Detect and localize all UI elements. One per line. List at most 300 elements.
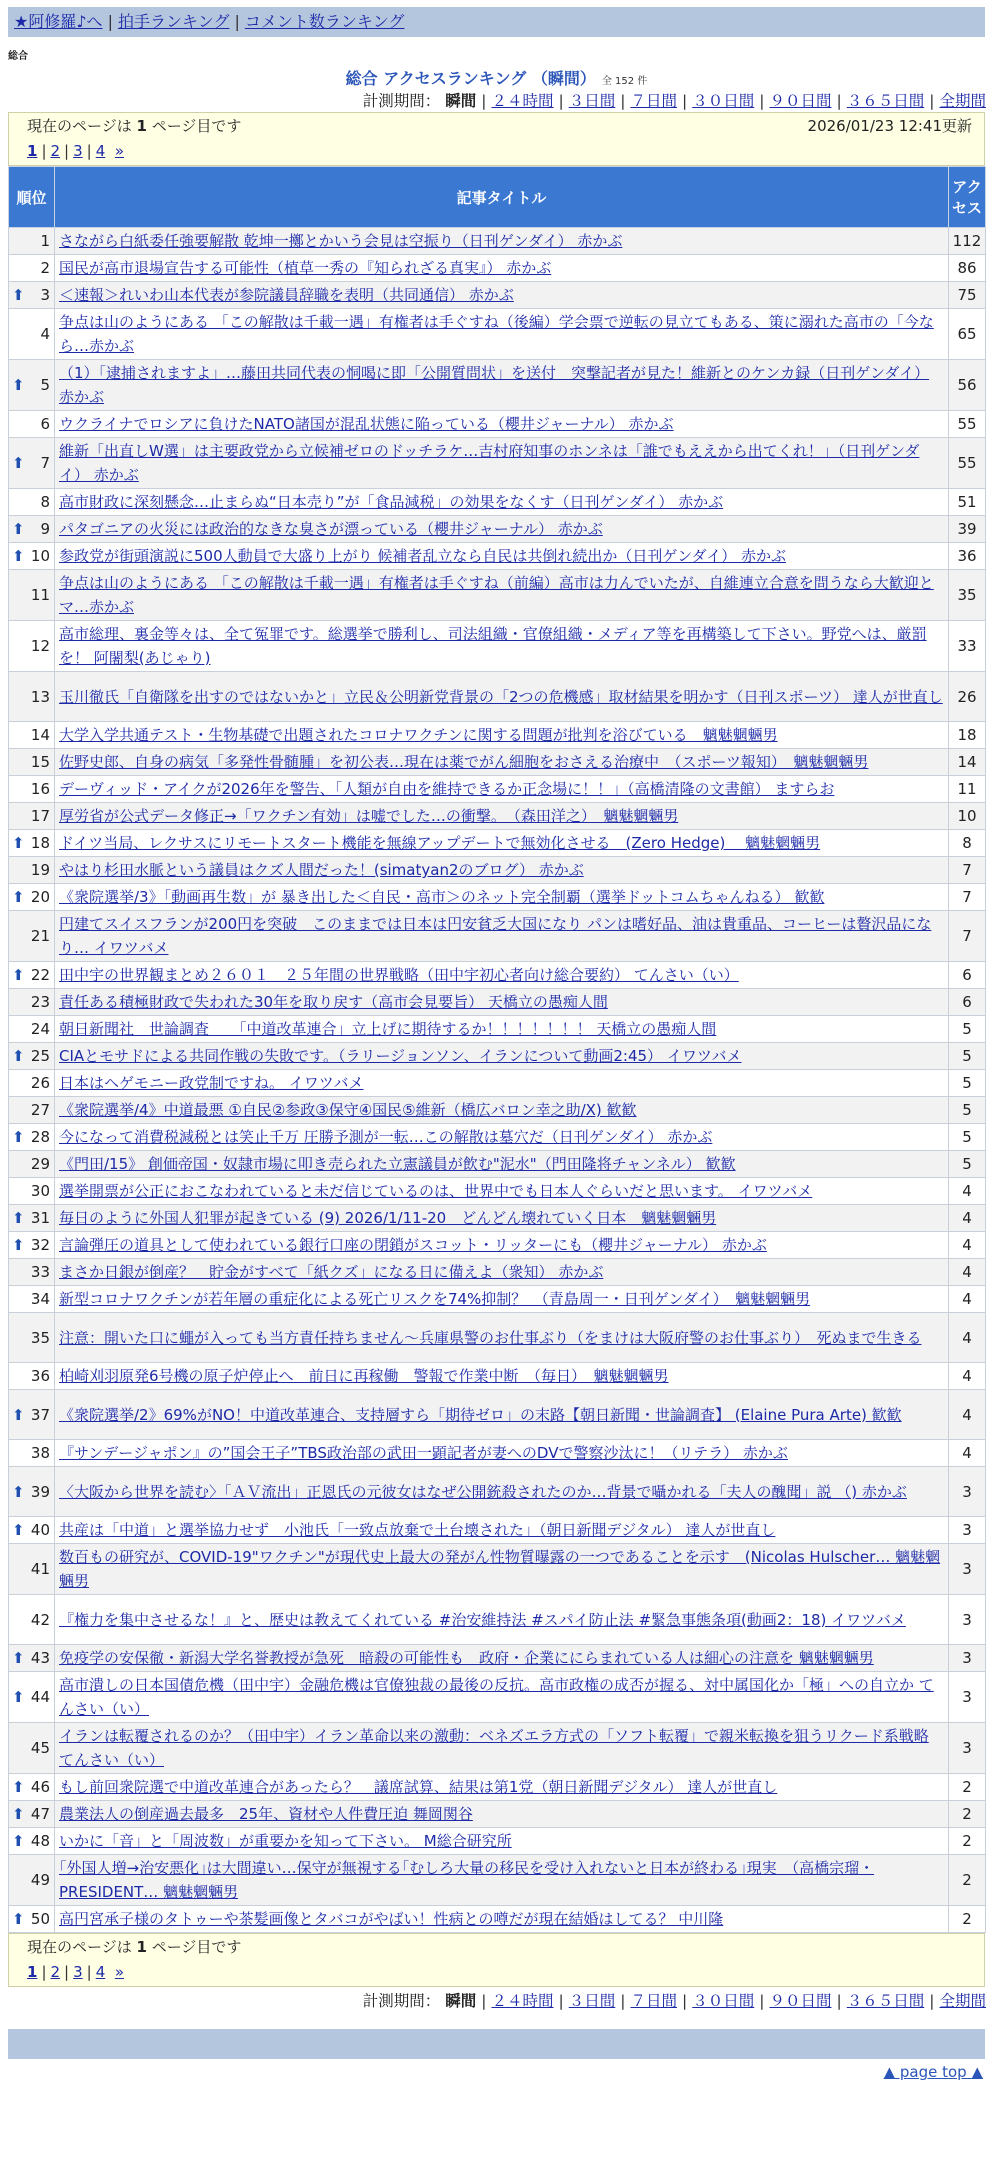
access-count: 55 xyxy=(949,411,986,438)
table-row xyxy=(9,776,986,803)
pager-current-page[interactable]: 1 xyxy=(27,1963,38,1981)
rank-number: 49 xyxy=(30,1871,50,1889)
rank-number: 1 xyxy=(40,232,50,250)
column-header-title: 記事タイトル xyxy=(55,167,949,228)
article-title-link[interactable]: 毎日のように外国人犯罪が起きている (9) 2026/1/11-20 どんどん壊れていく日本 魑魅魍魎男 xyxy=(59,1209,717,1227)
access-count: 10 xyxy=(949,803,986,830)
period-link-365d[interactable]: ３６５日間 xyxy=(846,1992,925,2010)
rank-number: 19 xyxy=(30,861,50,879)
rank-number: 45 xyxy=(30,1739,50,1757)
rank-number: 24 xyxy=(30,1020,50,1038)
rank-number: 43 xyxy=(30,1649,50,1667)
article-title-link[interactable]: 参政党が街頭演説に500人動員で大盛り上がり 候補者乱立なら自民は共倒れ続出か（日刊ゲンダイ） 赤かぶ xyxy=(59,547,786,565)
table-row xyxy=(9,1544,986,1595)
access-count: 14 xyxy=(949,749,986,776)
article-title-link[interactable]: 高円宮承子様のタトゥーや茶髪画像とタバコがやばい！性病との噂だが現在結婚はしてる？ 中川隆 xyxy=(59,1910,724,1928)
table-row xyxy=(9,1467,986,1517)
access-count: 35 xyxy=(949,570,986,621)
period-link-all[interactable]: 全期間 xyxy=(939,92,986,110)
table-row xyxy=(9,1232,986,1259)
title-cell xyxy=(55,543,949,570)
table-row xyxy=(9,1440,986,1467)
rank-cell xyxy=(9,1467,55,1517)
up-arrow-icon: ⬆ xyxy=(12,1521,25,1539)
rank-cell xyxy=(9,962,55,989)
rank-cell xyxy=(9,1645,55,1672)
up-arrow-icon: ⬆ xyxy=(12,1047,25,1065)
table-row xyxy=(9,360,986,411)
period-link-7d[interactable]: ７日間 xyxy=(630,1992,677,2010)
article-title-link[interactable]: 玉川徹氏「自衛隊を出すのではないかと」立民＆公明新党背景の「2つの危機感」取材結果を明かす（日刊スポーツ） 達人が世直し xyxy=(59,687,943,706)
access-count: 4 xyxy=(949,1259,986,1286)
top-nav-home-link[interactable]: ★阿修羅♪へ xyxy=(14,12,103,31)
rank-cell xyxy=(9,857,55,884)
period-link-30d[interactable]: ３０日間 xyxy=(692,1992,755,2010)
article-title-link[interactable]: 《衆院選挙/4》中道最悪 ①自民②参政③保守④国民⑤維新（橋広バロン幸之助/X) 歓歓 xyxy=(59,1101,637,1119)
period-selector-top: 計測期間： 瞬間 | ２４時間 | ３日間 | ７日間 | ３０日間 | ９０日間 | ３６５日間 | 全期間 xyxy=(362,92,986,110)
title-cell xyxy=(55,282,949,309)
access-count: 4 xyxy=(949,1205,986,1232)
rank-cell xyxy=(9,1440,55,1467)
title-cell xyxy=(55,1205,949,1232)
article-title-link[interactable]: 《衆院選挙/3》「動画再生数」が 暴き出した＜自民・高市＞のネット完全制覇（選挙ドットコムちゃんねる） 歓歓 xyxy=(59,888,825,906)
rank-cell xyxy=(9,1286,55,1313)
rank-cell xyxy=(9,255,55,282)
pager-next[interactable]: » xyxy=(114,1963,124,1981)
period-link-3d[interactable]: ３日間 xyxy=(568,92,616,110)
article-title-link[interactable]: さながら白紙委任強要解散 乾坤一擲とかいう会見は空振り（日刊ゲンダイ） 赤かぶ xyxy=(59,232,623,250)
title-cell xyxy=(55,1855,949,1906)
article-title-link[interactable]: 高市総理、裏金等々は、全て冤罪です。総選挙で勝利し、司法組織・官僚組織・メディア等を再構築して下さい。野党へは、厳罰を！ 阿闍梨(あじゃり) xyxy=(59,625,927,667)
pager-page-2[interactable]: 2 xyxy=(50,142,61,160)
article-title-link[interactable]: 厚労省が公式データ修正→「ワクチン有効」は嘘でした…の衝撃。 （森田洋之） 魑魅魍魎男 xyxy=(59,807,679,825)
table-row xyxy=(9,1828,986,1855)
ranking-heading xyxy=(0,68,993,90)
table-row xyxy=(9,989,986,1016)
access-count: 3 xyxy=(949,1645,986,1672)
title-cell xyxy=(55,309,949,360)
table-row xyxy=(9,749,986,776)
up-arrow-icon: ⬆ xyxy=(12,1778,25,1796)
title-cell xyxy=(55,1232,949,1259)
access-count: 4 xyxy=(949,1178,986,1205)
article-title-link[interactable]: 《衆院選挙/2》69%がNO！中道改革連合、支持層すら「期待ゼロ」の末路【朝日新聞・世論調査】 (Elaine Pura Arte) 歓歓 xyxy=(59,1405,902,1424)
table-row xyxy=(9,1723,986,1774)
title-cell xyxy=(55,1363,949,1390)
up-arrow-icon: ⬆ xyxy=(12,376,25,394)
title-cell xyxy=(55,830,949,857)
access-count: 6 xyxy=(949,962,986,989)
total-count: 全 152 件 xyxy=(601,76,648,87)
rank-number: 23 xyxy=(30,993,50,1011)
article-title-link[interactable]: 〈大阪から世界を読む〉「ＡＶ流出」正恩氏の元彼女はなぜ公開銃殺されたのか…背景で囁かれる「夫人の醜聞」説 （) 赤かぶ xyxy=(59,1482,907,1501)
pager-status: 現在のページは 1 ページ目です xyxy=(27,117,242,135)
rank-cell xyxy=(9,360,55,411)
table-row xyxy=(9,228,986,255)
title-cell xyxy=(55,570,949,621)
rank-number: 16 xyxy=(30,780,50,798)
rank-number: 29 xyxy=(30,1155,50,1173)
article-title-link[interactable]: CIAとモサドによる共同作戦の失敗です。（ラリージョンソン、イランについて動画2:45） イワツバメ xyxy=(59,1047,742,1065)
title-cell xyxy=(55,962,949,989)
article-title-link[interactable]: 責任ある積極財政で失われた30年を取り戻す（高市会見要旨） 天橋立の愚痴人間 xyxy=(59,993,608,1011)
rank-number: 15 xyxy=(30,753,50,771)
pager-page-4[interactable]: 4 xyxy=(95,1963,106,1981)
rank-number: 50 xyxy=(30,1910,50,1928)
title-cell xyxy=(55,1151,949,1178)
access-count: 7 xyxy=(949,884,986,911)
rank-number: 26 xyxy=(30,1074,50,1092)
period-link-90d[interactable]: ９０日間 xyxy=(769,1992,832,2010)
article-title-link[interactable]: 『権力を集中させるな！』と、歴史は教えてくれている #治安維持法 #スパイ防止法 #緊急事態条項(動画2：18) イワツバメ xyxy=(59,1610,906,1629)
article-title-link[interactable]: 今になって消費税減税とは笑止千万 圧勝予測が一転…この解散は墓穴だ（日刊ゲンダイ） 赤かぶ xyxy=(59,1128,713,1146)
rank-cell xyxy=(9,1178,55,1205)
top-nav-comment-ranking-link[interactable]: コメント数ランキング xyxy=(244,12,405,31)
table-row xyxy=(9,516,986,543)
rank-number: 5 xyxy=(40,376,50,394)
rank-cell xyxy=(9,1390,55,1440)
title-cell xyxy=(55,857,949,884)
article-title-link[interactable]: ドイツ当局、レクサスにリモートスタート機能を無線アップデートで無効化させる (Zero Hedge) 魑魅魍魎男 xyxy=(59,834,821,852)
title-cell xyxy=(55,722,949,749)
up-arrow-icon: ⬆ xyxy=(12,1832,25,1850)
table-row xyxy=(9,1259,986,1286)
table-row xyxy=(9,722,986,749)
access-count: 4 xyxy=(949,1313,986,1363)
access-count: 112 xyxy=(949,228,986,255)
rank-cell xyxy=(9,1672,55,1723)
up-arrow-icon: ⬆ xyxy=(12,1482,25,1501)
access-count: 4 xyxy=(949,1440,986,1467)
title-cell xyxy=(55,1828,949,1855)
page-top-link[interactable]: ▲ page top ▲ xyxy=(883,2063,983,2081)
rank-number: 10 xyxy=(30,547,50,565)
period-label: 計測期間： xyxy=(362,1992,441,2010)
up-arrow-icon: ⬆ xyxy=(12,1128,25,1146)
rank-cell xyxy=(9,672,55,722)
title-cell xyxy=(55,803,949,830)
article-title-link[interactable]: 新型コロナワクチンが若年層の重症化による死亡リスクを74%抑制？ （青島周一・日刊ゲンダイ） 魑魅魍魎男 xyxy=(59,1290,811,1308)
up-arrow-icon: ⬆ xyxy=(12,1649,25,1667)
title-cell xyxy=(55,672,949,722)
rank-cell xyxy=(9,1151,55,1178)
rank-cell xyxy=(9,1828,55,1855)
access-count: 8 xyxy=(949,830,986,857)
table-row xyxy=(9,1855,986,1906)
access-count: 86 xyxy=(949,255,986,282)
title-cell xyxy=(55,884,949,911)
table-row xyxy=(9,1595,986,1645)
table-row xyxy=(9,1151,986,1178)
pager-status: 現在のページは 1 ページ目です xyxy=(27,1938,242,1956)
title-cell xyxy=(55,516,949,543)
title-cell xyxy=(55,1178,949,1205)
title-cell xyxy=(55,1672,949,1723)
article-title-link[interactable]: 免疫学の安保徹・新潟大学名誉教授が急死 暗殺の可能性も 政府・企業ににらまれている人は細心の注意を 魑魅魍魎男 xyxy=(59,1649,874,1667)
rank-cell xyxy=(9,543,55,570)
pager-page-3[interactable]: 3 xyxy=(73,1963,83,1981)
ranking-table xyxy=(8,166,986,1933)
rank-number: 9 xyxy=(40,520,50,538)
column-header-access: アクセス xyxy=(949,167,986,228)
rank-number: 46 xyxy=(30,1778,50,1796)
pager-top: 現在のページは 1 ページ目です 2026/01/23 12:41更新 1 | 2 | 3 | 4 » xyxy=(8,112,985,166)
rank-cell xyxy=(9,1097,55,1124)
article-title-link[interactable]: 国民が高市退場宣告する可能性（植草一秀の『知られざる真実』） 赤かぶ xyxy=(59,259,552,277)
up-arrow-icon: ⬆ xyxy=(12,1209,25,1227)
rank-cell xyxy=(9,1774,55,1801)
table-row xyxy=(9,1313,986,1363)
article-title-link[interactable]: 日本はヘゲモニー政党制ですね。 イワツバメ xyxy=(59,1074,364,1092)
access-count: 5 xyxy=(949,1016,986,1043)
title-cell xyxy=(55,776,949,803)
article-title-link[interactable]: いかに「音」と「周波数」が重要かを知って下さい。 M総合研究所 xyxy=(59,1832,512,1850)
rank-cell xyxy=(9,570,55,621)
table-row xyxy=(9,489,986,516)
top-nav-applause-ranking-link[interactable]: 拍手ランキング xyxy=(117,12,230,31)
article-title-link[interactable]: （1）「逮捕されますよ」…藤田共同代表の恫喝に即「公開質問状」を送付 突撃記者が見た！維新とのケンカ録（日刊ゲンダイ） 赤かぶ xyxy=(59,364,930,406)
rank-cell xyxy=(9,489,55,516)
article-title-link[interactable]: 維新「出直しW選」は主要政党から立候補ゼロのドッチラケ…吉村府知事のホンネは「誰でもええから出てくれ！」（日刊ゲンダイ） 赤かぶ xyxy=(59,442,920,484)
period-link-30d[interactable]: ３０日間 xyxy=(692,92,755,110)
table-row xyxy=(9,543,986,570)
rank-cell xyxy=(9,1855,55,1906)
article-title-link[interactable]: 数百もの研究が、COVID-19"ワクチン"が現代史上最大の発がん性物質曝露の一つであることを示す (Nicolas Hulscher… 魑魅魍魎男 xyxy=(59,1548,941,1590)
article-title-link[interactable]: ｢外国人増→治安悪化｣は大間違い…保守が無視する｢むしろ大量の移民を受け入れないと日本が終わる｣現実 （高橋宗瑠・PRESIDENT… 魑魅魍魎男 xyxy=(59,1859,875,1901)
title-cell xyxy=(55,1097,949,1124)
article-title-link[interactable]: 高市潰しの日本国債危機（田中宇）金融危機は官僚独裁の最後の反抗。高市政権の成否が握る、対中属国化か「極」への自立か てんさい（い） xyxy=(59,1676,934,1718)
rank-number: 48 xyxy=(30,1832,50,1850)
period-current: 瞬間 xyxy=(445,92,477,110)
period-label: 計測期間： xyxy=(362,92,441,110)
table-row xyxy=(9,1645,986,1672)
rank-cell xyxy=(9,1313,55,1363)
rank-cell xyxy=(9,228,55,255)
period-link-365d[interactable]: ３６５日間 xyxy=(846,92,925,110)
article-title-link[interactable]: ウクライナでロシアに負けたNATO諸国が混乱状態に陥っている（櫻井ジャーナル） 赤かぶ xyxy=(59,415,674,433)
access-count: 4 xyxy=(949,1363,986,1390)
rank-number: 3 xyxy=(40,286,50,304)
pager-page-4[interactable]: 4 xyxy=(95,142,106,160)
article-title-link[interactable]: 《門田/15》 創価帝国・奴隷市場に叩き売られた立憲議員が飲む"泥水"（門田隆将チャンネル） 歓歓 xyxy=(59,1155,736,1173)
rank-number: 30 xyxy=(30,1182,50,1200)
rank-number: 44 xyxy=(30,1688,50,1706)
table-row xyxy=(9,1672,986,1723)
up-arrow-icon: ⬆ xyxy=(12,966,25,984)
rank-number: 18 xyxy=(30,834,50,852)
rank-number: 31 xyxy=(30,1209,50,1227)
access-count: 56 xyxy=(949,360,986,411)
article-title-link[interactable]: パタゴニアの火災には政治的なきな臭さが漂っている（櫻井ジャーナル） 赤かぶ xyxy=(59,520,603,538)
title-cell xyxy=(55,255,949,282)
table-row xyxy=(9,962,986,989)
title-cell xyxy=(55,1043,949,1070)
access-count: 5 xyxy=(949,1124,986,1151)
access-count: 11 xyxy=(949,776,986,803)
article-title-link[interactable]: デーヴィッド・アイクが2026年を警告、「人類が自由を維持できるか正念場に！！」（高橋清隆の文書館） ますらお xyxy=(59,780,835,798)
table-row xyxy=(9,1097,986,1124)
title-cell xyxy=(55,438,949,489)
page-top-container xyxy=(0,2063,983,2081)
table-row xyxy=(9,803,986,830)
up-arrow-icon: ⬆ xyxy=(12,1688,25,1706)
access-count: 18 xyxy=(949,722,986,749)
access-count: 39 xyxy=(949,516,986,543)
period-link-24h[interactable]: ２４時間 xyxy=(491,92,554,110)
rank-number: 8 xyxy=(40,493,50,511)
access-count: 5 xyxy=(949,1097,986,1124)
title-cell xyxy=(55,411,949,438)
rank-cell xyxy=(9,438,55,489)
table-row xyxy=(9,1016,986,1043)
category-label: 総合 xyxy=(8,51,28,62)
pager-page-3[interactable]: 3 xyxy=(73,142,83,160)
nav-separator: | xyxy=(107,12,113,31)
access-count: 3 xyxy=(949,1517,986,1544)
rank-cell xyxy=(9,1544,55,1595)
title-cell xyxy=(55,1723,949,1774)
rank-number: 38 xyxy=(30,1444,50,1462)
article-title-link[interactable]: 『サンデージャポン』の”国会王子”TBS政治部の武田一顕記者が妻へのDVで警察沙汰に！（リテラ） 赤かぶ xyxy=(59,1444,788,1462)
rank-cell xyxy=(9,776,55,803)
title-cell xyxy=(55,989,949,1016)
article-title-link[interactable]: もし前回衆院選で中道改革連合があったら？ 議席試算、結果は第1党（朝日新聞デジタル） 達人が世直し xyxy=(59,1778,778,1796)
rank-number: 2 xyxy=(40,259,50,277)
rank-cell xyxy=(9,749,55,776)
table-row xyxy=(9,255,986,282)
rank-number: 27 xyxy=(30,1101,50,1119)
nav-separator: | xyxy=(234,12,240,31)
article-title-link[interactable]: 朝日新聞社 世論調査 「中道改革連合」立上げに期待するか！！！！！！！ 天橋立の愚痴人間 xyxy=(59,1020,717,1038)
table-row xyxy=(9,884,986,911)
rank-cell xyxy=(9,411,55,438)
rank-number: 21 xyxy=(30,927,50,945)
rank-number: 14 xyxy=(30,726,50,744)
rank-cell xyxy=(9,989,55,1016)
article-title-link[interactable]: イランは転覆されるのか？（田中宇）イラン革命以来の激動：ベネズエラ方式の「ソフト転覆」で親米転換を狙うリクード系戦略 てんさい（い） xyxy=(59,1727,929,1769)
title-cell xyxy=(55,749,949,776)
access-count: 3 xyxy=(949,1595,986,1645)
article-title-link[interactable]: 円建てスイスフランが200円を突破 このままでは日本は円安貧乏大国になり パンは嗜好品、油は貴重品、コーヒーは贅沢品になり… イワツバメ xyxy=(59,915,932,957)
period-link-24h[interactable]: ２４時間 xyxy=(491,1992,554,2010)
access-count: 3 xyxy=(949,1544,986,1595)
title-cell xyxy=(55,1124,949,1151)
access-count: 55 xyxy=(949,438,986,489)
updated-timestamp: 2026/01/23 12:41更新 xyxy=(807,117,972,135)
rank-cell xyxy=(9,1801,55,1828)
article-title-link[interactable]: 言論弾圧の道具として使われている銀行口座の閉鎖がスコット・リッターにも（櫻井ジャーナル） 赤かぶ xyxy=(59,1236,767,1254)
period-link-7d[interactable]: ７日間 xyxy=(630,92,677,110)
access-count: 2 xyxy=(949,1828,986,1855)
article-title-link[interactable]: 田中宇の世界観まとめ２６０１ ２５年間の世界戦略（田中宇初心者向け総合要約） てんさい（い） xyxy=(59,966,739,984)
period-link-3d[interactable]: ３日間 xyxy=(568,1992,616,2010)
rank-cell xyxy=(9,722,55,749)
up-arrow-icon: ⬆ xyxy=(12,547,25,565)
rank-cell xyxy=(9,1070,55,1097)
rank-number: 47 xyxy=(30,1805,50,1823)
title-cell xyxy=(55,621,949,672)
rank-cell xyxy=(9,516,55,543)
rank-number: 41 xyxy=(30,1560,50,1578)
article-title-link[interactable]: 選挙開票が公正におこなわれていると未だ信じているのは、世界中でも日本人ぐらいだと思います。 イワツバメ xyxy=(59,1182,813,1200)
up-arrow-icon: ⬆ xyxy=(12,286,25,304)
up-arrow-icon: ⬆ xyxy=(12,1236,25,1254)
rank-number: 17 xyxy=(30,807,50,825)
title-cell xyxy=(55,1645,949,1672)
title-cell xyxy=(55,489,949,516)
access-count: 5 xyxy=(949,1070,986,1097)
article-title-link[interactable]: 共産は「中道」と選挙協力せず 小池氏「一致点放棄で土台壊された」（朝日新聞デジタル） 達人が世直し xyxy=(59,1521,776,1539)
period-link-all[interactable]: 全期間 xyxy=(939,1992,986,2010)
article-title-link[interactable]: 佐野史郎、自身の病気「多発性骨髄腫」を初公表…現在は薬でがん細胞をおさえる治療中 （スポーツ報知） 魑魅魍魎男 xyxy=(59,753,869,771)
rank-cell xyxy=(9,830,55,857)
article-title-link[interactable]: 争点は山のようにある 「この解散は千載一遇」有権者は手ぐすね（後編）学会票で逆転の見立てもある、策に溺れた高市の「今なら…赤かぶ xyxy=(59,313,934,355)
rank-number: 32 xyxy=(30,1236,50,1254)
access-count: 4 xyxy=(949,1232,986,1259)
period-selector-bottom: 計測期間： 瞬間 | ２４時間 | ３日間 | ７日間 | ３０日間 | ９０日間 | ３６５日間 | 全期間 xyxy=(362,1992,986,2010)
article-title-link[interactable]: 柏崎刈羽原発6号機の原子炉停止へ 前日に再稼働 警報で作業中断 （毎日） 魑魅魍魎男 xyxy=(59,1367,669,1385)
access-count: 5 xyxy=(949,1151,986,1178)
article-title-link[interactable]: 争点は山のようにある 「この解散は千載一遇」有権者は手ぐすね（前編）高市は力んでいたが、自維連立合意を問うなら大歓迎とマ…赤かぶ xyxy=(59,574,934,616)
access-count: 2 xyxy=(949,1855,986,1906)
rank-number: 39 xyxy=(30,1482,50,1501)
rank-number: 4 xyxy=(40,325,50,343)
rank-cell xyxy=(9,1906,55,1933)
table-row xyxy=(9,1124,986,1151)
article-title-link[interactable]: 農業法人の倒産過去最多 25年、資材や人件費圧迫 舞岡関谷 xyxy=(59,1805,473,1823)
access-count: 2 xyxy=(949,1774,986,1801)
title-cell xyxy=(55,1595,949,1645)
title-cell xyxy=(55,1906,949,1933)
rank-cell xyxy=(9,1259,55,1286)
rank-number: 40 xyxy=(30,1521,50,1539)
access-count: 3 xyxy=(949,1723,986,1774)
pager-page-2[interactable]: 2 xyxy=(50,1963,61,1981)
article-title-link[interactable]: まさか日銀が倒産？ 貯金がすべて「紙クズ」になる日に備えよ（衆知） 赤かぶ xyxy=(59,1263,604,1281)
article-title-link[interactable]: 高市財政に深刻懸念…止まらぬ“日本売り”が「食品減税」の効果をなくす（日刊ゲンダイ） 赤かぶ xyxy=(59,493,724,511)
title-cell xyxy=(55,911,949,962)
rank-cell xyxy=(9,1363,55,1390)
access-count: 7 xyxy=(949,857,986,884)
access-count: 33 xyxy=(949,621,986,672)
rank-cell xyxy=(9,911,55,962)
rank-cell xyxy=(9,1517,55,1544)
article-title-link[interactable]: 注意：開いた口に蠅が入っても当方責任持ちません～兵庫県警のお仕事ぶり（をまけは大阪府警のお仕事ぶり） 死ぬまで生きる xyxy=(59,1328,922,1347)
rank-number: 20 xyxy=(30,888,50,906)
article-title-link[interactable]: ＜速報＞れいわ山本代表が参院議員辞職を表明（共同通信） 赤かぶ xyxy=(59,286,514,304)
rank-number: 37 xyxy=(30,1405,50,1424)
article-title-link[interactable]: 大学入学共通テスト・生物基礎で出題されたコロナワクチンに関する問題が批判を浴びている 魑魅魍魎男 xyxy=(59,726,778,744)
title-cell xyxy=(55,1286,949,1313)
up-arrow-icon: ⬆ xyxy=(12,1805,25,1823)
title-cell xyxy=(55,1774,949,1801)
period-link-90d[interactable]: ９０日間 xyxy=(769,92,832,110)
pager-current-page[interactable]: 1 xyxy=(27,142,38,160)
table-row xyxy=(9,309,986,360)
access-count: 6 xyxy=(949,989,986,1016)
up-arrow-icon: ⬆ xyxy=(12,454,25,472)
access-count: 7 xyxy=(949,911,986,962)
table-row xyxy=(9,857,986,884)
article-title-link[interactable]: やはり杉田水脈という議員はクズ人間だった！(simatyan2のブログ） 赤かぶ xyxy=(59,861,584,879)
table-row xyxy=(9,1286,986,1313)
title-cell xyxy=(55,1016,949,1043)
title-cell xyxy=(55,1517,949,1544)
pager-next[interactable]: » xyxy=(114,142,124,160)
title-cell xyxy=(55,1801,949,1828)
rank-number: 25 xyxy=(30,1047,50,1065)
period-current: 瞬間 xyxy=(445,1992,477,2010)
